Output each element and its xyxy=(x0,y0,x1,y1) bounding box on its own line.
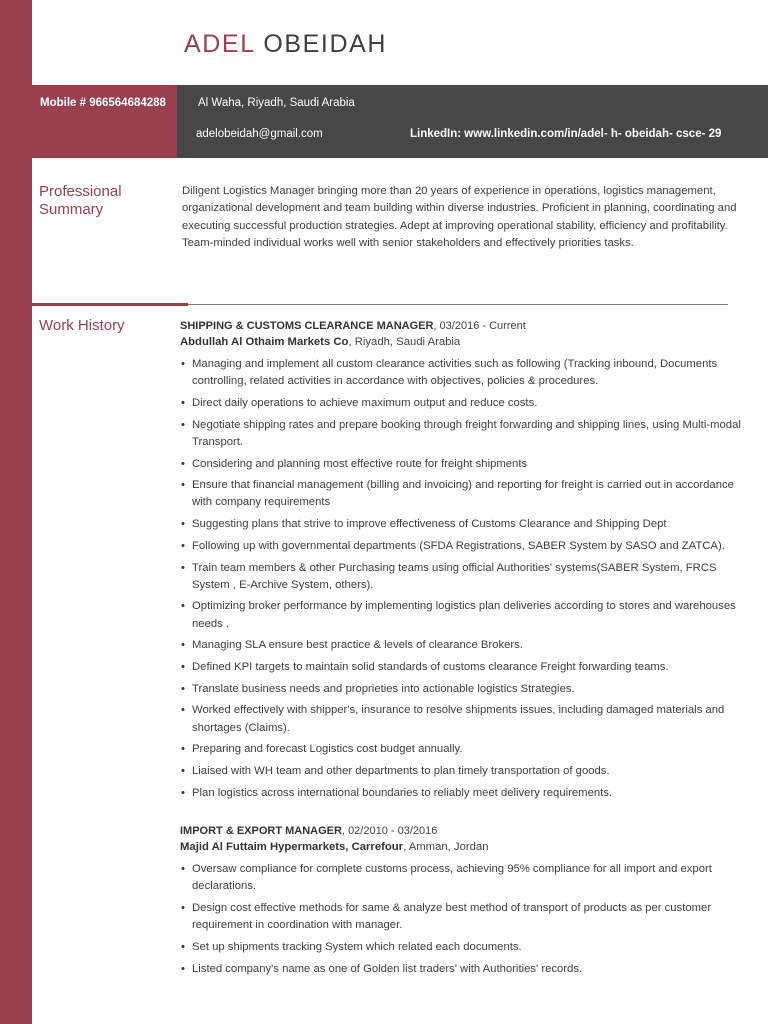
contact-address: Al Waha, Riyadh, Saudi Arabia xyxy=(198,97,355,109)
job-duty-item: • Defined KPI targets to maintain solid standards of customs clearance Freight forwarding teams. xyxy=(180,659,755,676)
candidate-name xyxy=(184,30,387,59)
job-duty-item: • Following up with governmental departments (SFDA Registrations, SABER System by SASO and ZATCA). xyxy=(180,538,755,555)
job-duty-item: • Listed company's name as one of Golden list traders' with Authorities' records. xyxy=(180,961,755,978)
job-heading xyxy=(180,823,755,839)
job-duty-item: • Considering and planning most effective route for freight shipments xyxy=(180,456,755,473)
job-entry xyxy=(180,318,755,806)
contact-mobile: Mobile # 966564684288 xyxy=(40,97,166,109)
job-company: Majid Al Futtaim Hypermarkets, Carrefour xyxy=(180,841,404,853)
job-duty-item: • Optimizing broker performance by implementing logistics plan deliveries according to stores and warehouses needs . xyxy=(180,598,755,632)
job-duty-item: • Ensure that financial management (billing and invoicing) and reporting for freight is carried out in accordance with company requirements xyxy=(180,477,755,511)
summary-heading-line1: Professional xyxy=(39,183,122,200)
job-heading xyxy=(180,318,755,334)
job-duty-item: • Managing SLA ensure best practice & levels of clearance Brokers. xyxy=(180,637,755,654)
contact-details-block xyxy=(177,85,768,158)
summary-text: Diligent Logistics Manager bringing more than 20 years of experience in operations, logistics management, organizational development and team building within diverse industries. Proficient in planning, coordinating and executing successful production strategies. Adept at improving operational stability, efficiency and profitability. Team-minded individual works well with senior stakeholders and effectively priorities tasks. xyxy=(182,185,737,250)
job-duties-list xyxy=(180,356,755,802)
summary-heading xyxy=(39,183,122,219)
job-company-line xyxy=(180,839,755,856)
job-duty-item: • Liaised with WH team and other departments to plan timely transportation of goods. xyxy=(180,763,755,780)
summary-heading-line2: Summary xyxy=(39,201,104,218)
job-duty-item: • Train team members & other Purchasing teams using official Authorities' systems(SABER System, FRCS System , E-Archive System, others). xyxy=(180,560,755,594)
job-duty-item: • Preparing and forecast Logistics cost budget annually. xyxy=(180,741,755,758)
accent-sidebar xyxy=(0,0,32,1024)
job-dates: , 02/2010 - 03/2016 xyxy=(341,825,438,837)
job-duty-item: • Oversaw compliance for complete customs process, achieving 95% compliance for all import and export declarations. xyxy=(180,861,755,895)
section-divider-line xyxy=(188,304,728,305)
last-name: OBEIDAH xyxy=(263,30,388,58)
contact-email: adelobeidah@gmail.com xyxy=(196,128,323,140)
job-company: Abdullah Al Othaim Markets Co xyxy=(180,336,349,348)
job-location: , Riyadh, Saudi Arabia xyxy=(348,336,461,348)
job-duty-item: • Translate business needs and proprieties into actionable logistics Strategies. xyxy=(180,681,755,698)
section-divider-accent xyxy=(32,303,188,306)
job-duty-item: • Suggesting plans that strive to improve effectiveness of Customs Clearance and Shipping Dept xyxy=(180,516,755,533)
job-duty-item: • Design cost effective methods for same & analyze best method of transport of products as per customer requirement in coordination with manager. xyxy=(180,900,755,934)
work-history-heading: Work History xyxy=(39,317,125,334)
job-duty-item: • Set up shipments tracking System which related each documents. xyxy=(180,939,755,956)
job-entry xyxy=(180,823,755,982)
job-duty-item: • Negotiate shipping rates and prepare booking through freight forwarding and shipping lines, using Multi-modal Transport. xyxy=(180,417,755,451)
job-company-line xyxy=(180,334,755,351)
contact-mobile-block xyxy=(32,85,177,158)
job-duty-item: • Direct daily operations to achieve maximum output and reduce costs. xyxy=(180,395,755,412)
first-name: ADEL xyxy=(184,30,255,58)
contact-linkedin: LinkedIn: www.linkedin.com/in/adel- h- obeidah- csce- 29 xyxy=(410,128,722,140)
job-duty-item: • Managing and implement all custom clearance activities such as following (Tracking inbound, Documents controlling, related activities in accordance with objectives, policies & procedures. xyxy=(180,356,755,390)
job-title: IMPORT & EXPORT MANAGER xyxy=(180,825,342,837)
job-title: SHIPPING & CUSTOMS CLEARANCE MANAGER xyxy=(180,320,434,332)
job-duties-list xyxy=(180,861,755,978)
job-duty-item: • Worked effectively with shipper's, insurance to resolve shipments issues, including damaged materials and shortages (Claims). xyxy=(180,702,755,736)
job-dates: , 03/2016 - Current xyxy=(433,320,526,332)
job-duty-item: • Plan logistics across international boundaries to reliably meet delivery requirements. xyxy=(180,785,755,802)
job-location: , Amman, Jordan xyxy=(403,841,489,853)
